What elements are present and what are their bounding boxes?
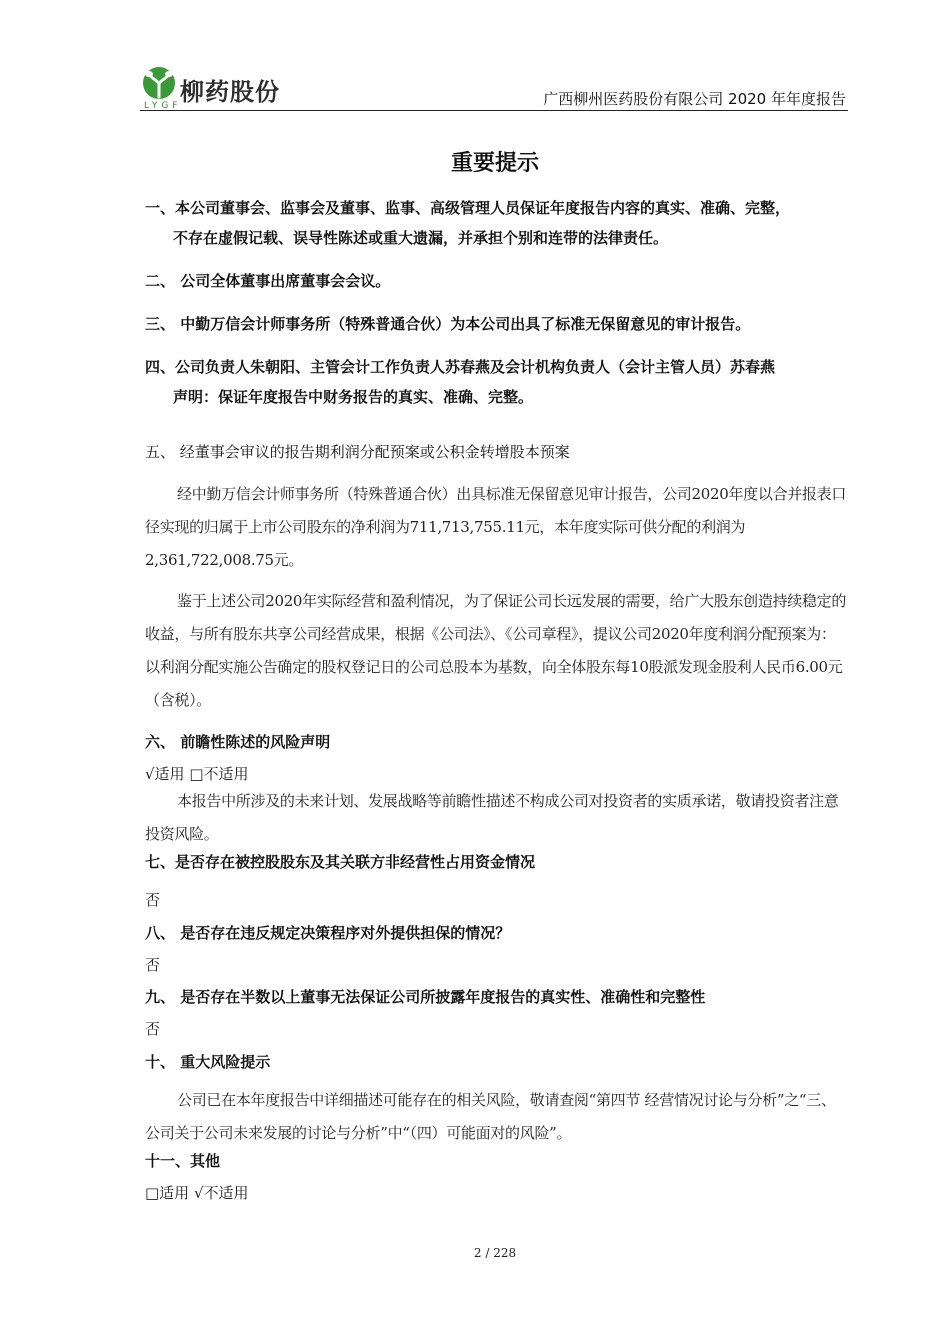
report-title: 广西柳州医药股份有限公司 2020 年年度报告 <box>543 90 846 108</box>
section-5-paragraph-2: 鉴于上述公司2020年实际经营和盈利情况，为了保证公司长远发展的需要，给广大股东创造持续稳定的收益，与所有股东共享公司经营成果，根据《公司法》、《公司章程》，提议公司2020年度利润分配预案为：以利润分配实施公告确定的股权登记日的公司总股本为基数，向全体股东每10股派发现金股利人民币6.00元（含税）。 <box>145 592 847 709</box>
section-11-heading: 十一、其他 <box>145 1152 221 1170</box>
section-11-options: □适用 √不适用 <box>145 1184 249 1202</box>
section-5-paragraph-1: 经中勤万信会计师事务所（特殊普通合伙）出具标准无保留意见审计报告，公司2020年度以合并报表口径实现的归属于上市公司股东的净利润为711,713,755.11元，本年度实际可供分配的利润为2,361,722,008.75元。 <box>145 485 847 569</box>
section-4-line-2: 声明：保证年度报告中财务报告的真实、准确、完整。 <box>173 388 534 406</box>
header-divider <box>140 110 848 111</box>
section-1-line-2: 不存在虚假记载、误导性陈述或重大遗漏，并承担个别和连带的法律责任。 <box>173 229 669 247</box>
section-9-answer: 否 <box>145 1020 161 1038</box>
section-7-heading: 七、是否存在被控股股东及其关联方非经营性占用资金情况 <box>145 853 536 871</box>
section-7-answer: 否 <box>145 891 161 909</box>
section-1-line-1: 一、本公司董事会、监事会及董事、监事、高级管理人员保证年度报告内容的真实、准确、完整， <box>145 199 791 217</box>
section-1 <box>145 193 850 253</box>
leaf-logo-icon <box>140 66 180 106</box>
section-8-heading: 八、 是否存在违反规定决策程序对外提供担保的情况？ <box>145 924 511 942</box>
section-8-answer: 否 <box>145 956 161 974</box>
page-title: 重要提示 <box>450 151 539 176</box>
section-10-heading: 十、 重大风险提示 <box>145 1053 271 1071</box>
section-6-paragraph: 本报告中所涉及的未来计划、发展战略等前瞻性描述不构成公司对投资者的实质承诺，敬请投资者注意投资风险。 <box>145 792 839 843</box>
section-9-heading: 九、 是否存在半数以上董事无法保证公司所披露年度报告的真实性、准确性和完整性 <box>145 988 706 1006</box>
section-4-line-1: 四、公司负责人朱朝阳、主管会计工作负责人苏春燕及会计机构负责人（会计主管人员）苏春燕 <box>145 358 776 376</box>
section-6-options: √适用 □不适用 <box>145 765 249 783</box>
company-logo <box>140 66 310 110</box>
section-10-paragraph: 公司已在本年度报告中详细描述可能存在的相关风险，敬请查阅“第四节 经营情况讨论与分析”之“三、公司关于公司未来发展的讨论与分析”中“（四）可能面对的风险”。 <box>145 1091 836 1142</box>
section-3: 三、 中勤万信会计师事务所（特殊普通合伙）为本公司出具了标准无保留意见的审计报告。 <box>145 315 751 333</box>
page-number: 2 / 228 <box>473 1246 517 1260</box>
section-5-heading: 五、 经董事会审议的报告期利润分配预案或公积金转增股本预案 <box>145 443 570 461</box>
section-2: 二、 公司全体董事出席董事会会议。 <box>145 272 391 290</box>
section-4 <box>145 352 850 412</box>
logo-letters: LYGF <box>144 101 182 111</box>
logo-name: 柳药股份 <box>180 78 280 106</box>
section-6-heading: 六、 前瞻性陈述的风险声明 <box>145 733 331 751</box>
